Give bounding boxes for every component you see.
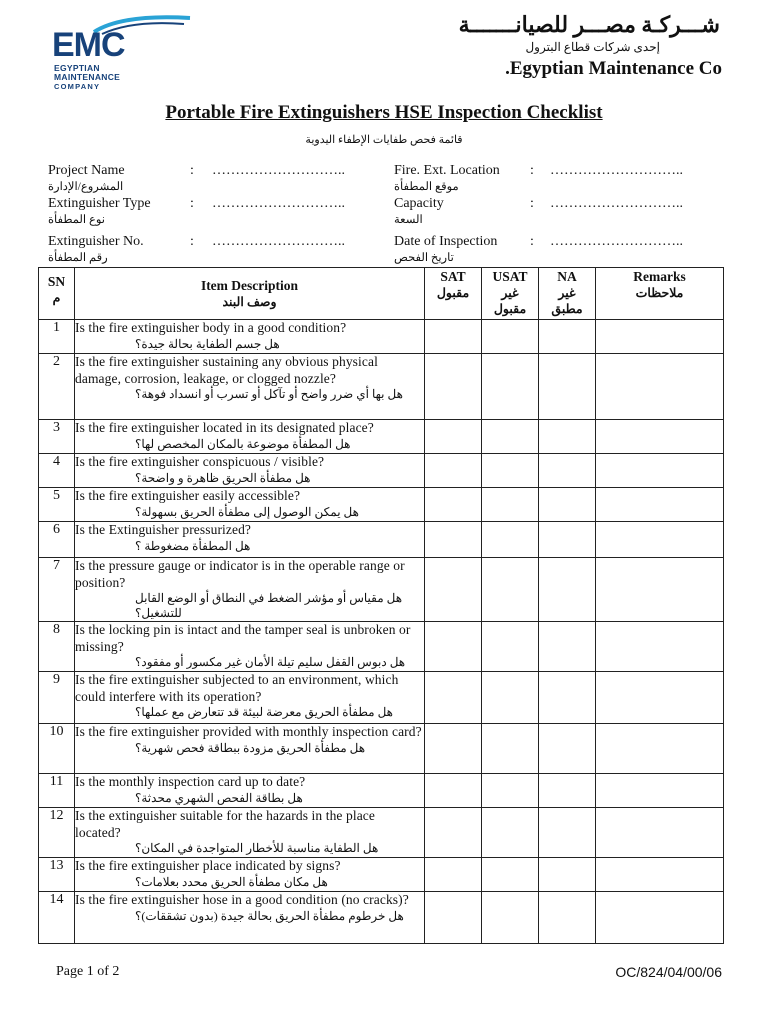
sat-cell[interactable] (425, 892, 482, 944)
document-title-arabic: قائمة فحص طفايات الإطفاء اليدوية (305, 134, 463, 146)
usat-cell[interactable] (482, 774, 539, 808)
row-sn: 12 (39, 808, 75, 858)
row-question-arabic: هل يمكن الوصول إلى مطفأة الحريق بسهولة؟ (135, 504, 359, 519)
row-question-arabic: هل خرطوم مطفأة الحريق بحالة جيدة (بدون تشققات)؟ (135, 908, 404, 923)
location-label: Fire. Ext. Location موقع المطفأة (394, 163, 500, 193)
row-description (75, 354, 425, 420)
row-question-arabic: هل مكان مطفأة الحريق محدد بعلامات؟ (135, 874, 328, 889)
usat-cell[interactable] (482, 858, 539, 892)
table-row (39, 622, 724, 672)
remarks-cell[interactable] (596, 354, 724, 420)
row-description (75, 892, 425, 944)
na-cell[interactable] (539, 774, 596, 808)
sat-cell[interactable] (425, 808, 482, 858)
row-question-arabic: هل المطفأة مضغوطة ؟ (135, 538, 251, 553)
usat-cell[interactable] (482, 522, 539, 558)
company-subtitle-arabic: إحدى شركات قطاع البترول (525, 40, 660, 54)
row-question-arabic: هل مطفأة الحريق مزودة ببطاقة فحص شهرية؟ (135, 740, 366, 755)
capacity-field[interactable]: ……………………….. (550, 196, 683, 211)
extinguisher-number-colon: : (190, 234, 194, 249)
sat-cell[interactable] (425, 454, 482, 488)
sat-cell[interactable] (425, 858, 482, 892)
logo-line2: MAINTENANCE (54, 72, 121, 82)
table-row (39, 522, 724, 558)
row-question-arabic: هل مطفأة الحريق ظاهرة و واضحة؟ (135, 470, 311, 485)
sat-cell[interactable] (425, 354, 482, 420)
usat-cell[interactable] (482, 454, 539, 488)
row-sn: 2 (39, 354, 75, 420)
extinguisher-type-colon: : (190, 196, 194, 211)
row-question-arabic: هل دبوس القفل سليم تيلة الأمان غير مكسور أو مفقود؟ (135, 655, 406, 669)
table-row (39, 320, 724, 354)
location-colon: : (530, 163, 534, 178)
project-name-field[interactable]: ……………………….. (212, 163, 345, 178)
remarks-cell[interactable] (596, 454, 724, 488)
inspection-date-field[interactable]: ……………………….. (550, 234, 683, 249)
remarks-cell[interactable] (596, 672, 724, 724)
usat-cell[interactable] (482, 488, 539, 522)
table-header-row (39, 268, 724, 320)
table-row (39, 892, 724, 944)
usat-cell[interactable] (482, 420, 539, 454)
remarks-cell[interactable] (596, 320, 724, 354)
header-sn: SN م (39, 268, 75, 320)
row-question: Is the Extinguisher pressurized? (75, 522, 252, 537)
na-cell[interactable] (539, 522, 596, 558)
row-description (75, 774, 425, 808)
remarks-cell[interactable] (596, 488, 724, 522)
row-description (75, 454, 425, 488)
na-cell[interactable] (539, 808, 596, 858)
row-description (75, 522, 425, 558)
na-cell[interactable] (539, 420, 596, 454)
row-sn: 9 (39, 672, 75, 724)
remarks-cell[interactable] (596, 858, 724, 892)
usat-cell[interactable] (482, 622, 539, 672)
remarks-cell[interactable] (596, 420, 724, 454)
row-sn: 14 (39, 892, 75, 944)
header-na: NA غير مطبق (539, 268, 596, 320)
usat-cell[interactable] (482, 808, 539, 858)
row-question: Is the pressure gauge or indicator is in the operable range or position? (75, 558, 405, 590)
remarks-cell[interactable] (596, 774, 724, 808)
row-description (75, 558, 425, 622)
row-question: Is the fire extinguisher place indicated by signs? (75, 858, 341, 873)
na-cell[interactable] (539, 454, 596, 488)
row-question: Is the monthly inspection card up to date? (75, 774, 306, 789)
row-sn: 7 (39, 558, 75, 622)
table-row (39, 420, 724, 454)
remarks-cell[interactable] (596, 558, 724, 622)
remarks-cell[interactable] (596, 724, 724, 774)
row-question-arabic: هل بطاقة الفحص الشهري محدثة؟ (135, 790, 303, 805)
extinguisher-type-label: Extinguisher Type نوع المطفأة (48, 196, 151, 226)
na-cell[interactable] (539, 558, 596, 622)
row-question-arabic: هل بها أي ضرر واضح أو تآكل أو تسرب أو انسداد فوهة؟ (135, 387, 403, 401)
sat-cell[interactable] (425, 622, 482, 672)
table-row (39, 354, 724, 420)
sat-cell[interactable] (425, 672, 482, 724)
remarks-cell[interactable] (596, 622, 724, 672)
row-question: Is the fire extinguisher provided with monthly inspection card? (75, 724, 422, 739)
table-row (39, 454, 724, 488)
capacity-label-arabic: السعة (394, 214, 423, 226)
usat-cell[interactable] (482, 354, 539, 420)
usat-cell[interactable] (482, 558, 539, 622)
row-question: Is the fire extinguisher easily accessible? (75, 488, 301, 503)
na-cell[interactable] (539, 724, 596, 774)
row-description (75, 320, 425, 354)
company-name-english: .Egyptian Maintenance Co (505, 58, 722, 79)
extinguisher-number-label-arabic: رقم المطفأة (48, 252, 108, 264)
sat-cell[interactable] (425, 522, 482, 558)
na-cell[interactable] (539, 354, 596, 420)
row-question: Is the fire extinguisher sustaining any obvious physical damage, corrosion, leakage, or clogged nozzle? (75, 354, 378, 386)
remarks-cell[interactable] (596, 892, 724, 944)
table-row (39, 488, 724, 522)
header-remarks: Remarks ملاحظات (596, 268, 724, 320)
usat-cell[interactable] (482, 892, 539, 944)
table-row (39, 858, 724, 892)
logo-line3: COMPANY (54, 82, 101, 91)
location-field[interactable]: ……………………….. (550, 163, 683, 178)
usat-cell[interactable] (482, 320, 539, 354)
na-cell[interactable] (539, 892, 596, 944)
extinguisher-type-label-arabic: نوع المطفأة (48, 214, 106, 226)
extinguisher-type-field[interactable]: ……………………….. (212, 196, 345, 211)
header-item-description: Item Description وصف البند (75, 268, 425, 320)
row-question: Is the fire extinguisher conspicuous / visible? (75, 454, 325, 469)
inspection-date-colon: : (530, 234, 534, 249)
inspection-date-label: Date of Inspection تاريخ الفحص (394, 234, 498, 264)
table-row (39, 808, 724, 858)
row-question: Is the fire extinguisher located in its designated place? (75, 420, 374, 435)
na-cell[interactable] (539, 672, 596, 724)
row-description (75, 488, 425, 522)
company-name-arabic: شـــركـة مصـــر للصيانـــــــة (458, 12, 720, 37)
remarks-cell[interactable] (596, 522, 724, 558)
sat-cell[interactable] (425, 488, 482, 522)
sat-cell[interactable] (425, 774, 482, 808)
sat-cell[interactable] (425, 724, 482, 774)
row-question-arabic: هل المطفأة موضوعة بالمكان المخصص لها؟ (135, 436, 351, 451)
usat-cell[interactable] (482, 724, 539, 774)
capacity-colon: : (530, 196, 534, 211)
table-row (39, 558, 724, 622)
table-row (39, 774, 724, 808)
capacity-label: Capacity السعة (394, 196, 444, 226)
extinguisher-number-field[interactable]: ……………………….. (212, 234, 345, 249)
table-row (39, 672, 724, 724)
row-question-arabic: هل جسم الطفاية بحالة جيدة؟ (135, 336, 280, 351)
row-description (75, 724, 425, 774)
logo-line1: EGYPTIAN (54, 63, 100, 73)
header-sat: SAT مقبول (425, 268, 482, 320)
row-sn: 3 (39, 420, 75, 454)
sat-cell[interactable] (425, 320, 482, 354)
row-sn: 5 (39, 488, 75, 522)
document-title: Portable Fire Extinguishers HSE Inspection Checklist (165, 102, 603, 123)
project-name-label-arabic: المشروع/الإدارة (48, 181, 124, 193)
location-label-arabic: موقع المطفأة (394, 181, 459, 193)
company-logo (52, 12, 192, 92)
row-sn: 1 (39, 320, 75, 354)
row-description (75, 858, 425, 892)
row-sn: 6 (39, 522, 75, 558)
row-question: Is the fire extinguisher subjected to an environment, which could interfere with its operation? (75, 672, 399, 704)
usat-cell[interactable] (482, 672, 539, 724)
row-question-arabic: هل الطفاية مناسبة للأخطار المتواجدة في المكان؟ (135, 841, 379, 855)
row-description (75, 622, 425, 672)
extinguisher-number-label: Extinguisher No. رقم المطفأة (48, 234, 144, 264)
header-usat: USAT غير مقبول (482, 268, 539, 320)
row-sn: 11 (39, 774, 75, 808)
row-question-arabic: هل مقياس أو مؤشر الضغط في النطاق أو الوضع القابل للتشغيل؟ (135, 591, 403, 620)
row-sn: 13 (39, 858, 75, 892)
row-description (75, 808, 425, 858)
row-description (75, 420, 425, 454)
project-name-label: Project Name المشروع/الإدارة (48, 163, 125, 193)
remarks-cell[interactable] (596, 808, 724, 858)
row-question: Is the fire extinguisher hose in a good condition (no cracks)? (75, 892, 409, 907)
row-question-arabic: هل مطفأة الحريق معرضة لبيئة قد تتعارض مع عملها؟ (135, 705, 394, 719)
page-number: Page 1 of 2 (56, 964, 120, 979)
row-question: Is the locking pin is intact and the tamper seal is unbroken or missing? (75, 622, 411, 654)
sat-cell[interactable] (425, 558, 482, 622)
na-cell[interactable] (539, 320, 596, 354)
inspection-date-label-arabic: تاريخ الفحص (394, 252, 454, 264)
row-sn: 10 (39, 724, 75, 774)
logo-mark: EMC (52, 26, 125, 64)
sat-cell[interactable] (425, 420, 482, 454)
row-sn: 8 (39, 622, 75, 672)
na-cell[interactable] (539, 858, 596, 892)
checklist-table (38, 267, 724, 944)
table-row (39, 724, 724, 774)
row-question: Is the extinguisher suitable for the hazards in the place located? (75, 808, 375, 840)
document-code: OC/824/04/00/06 (615, 964, 722, 980)
project-name-colon: : (190, 163, 194, 178)
na-cell[interactable] (539, 488, 596, 522)
row-question: Is the fire extinguisher body in a good condition? (75, 320, 347, 335)
na-cell[interactable] (539, 622, 596, 672)
row-description (75, 672, 425, 724)
row-sn: 4 (39, 454, 75, 488)
